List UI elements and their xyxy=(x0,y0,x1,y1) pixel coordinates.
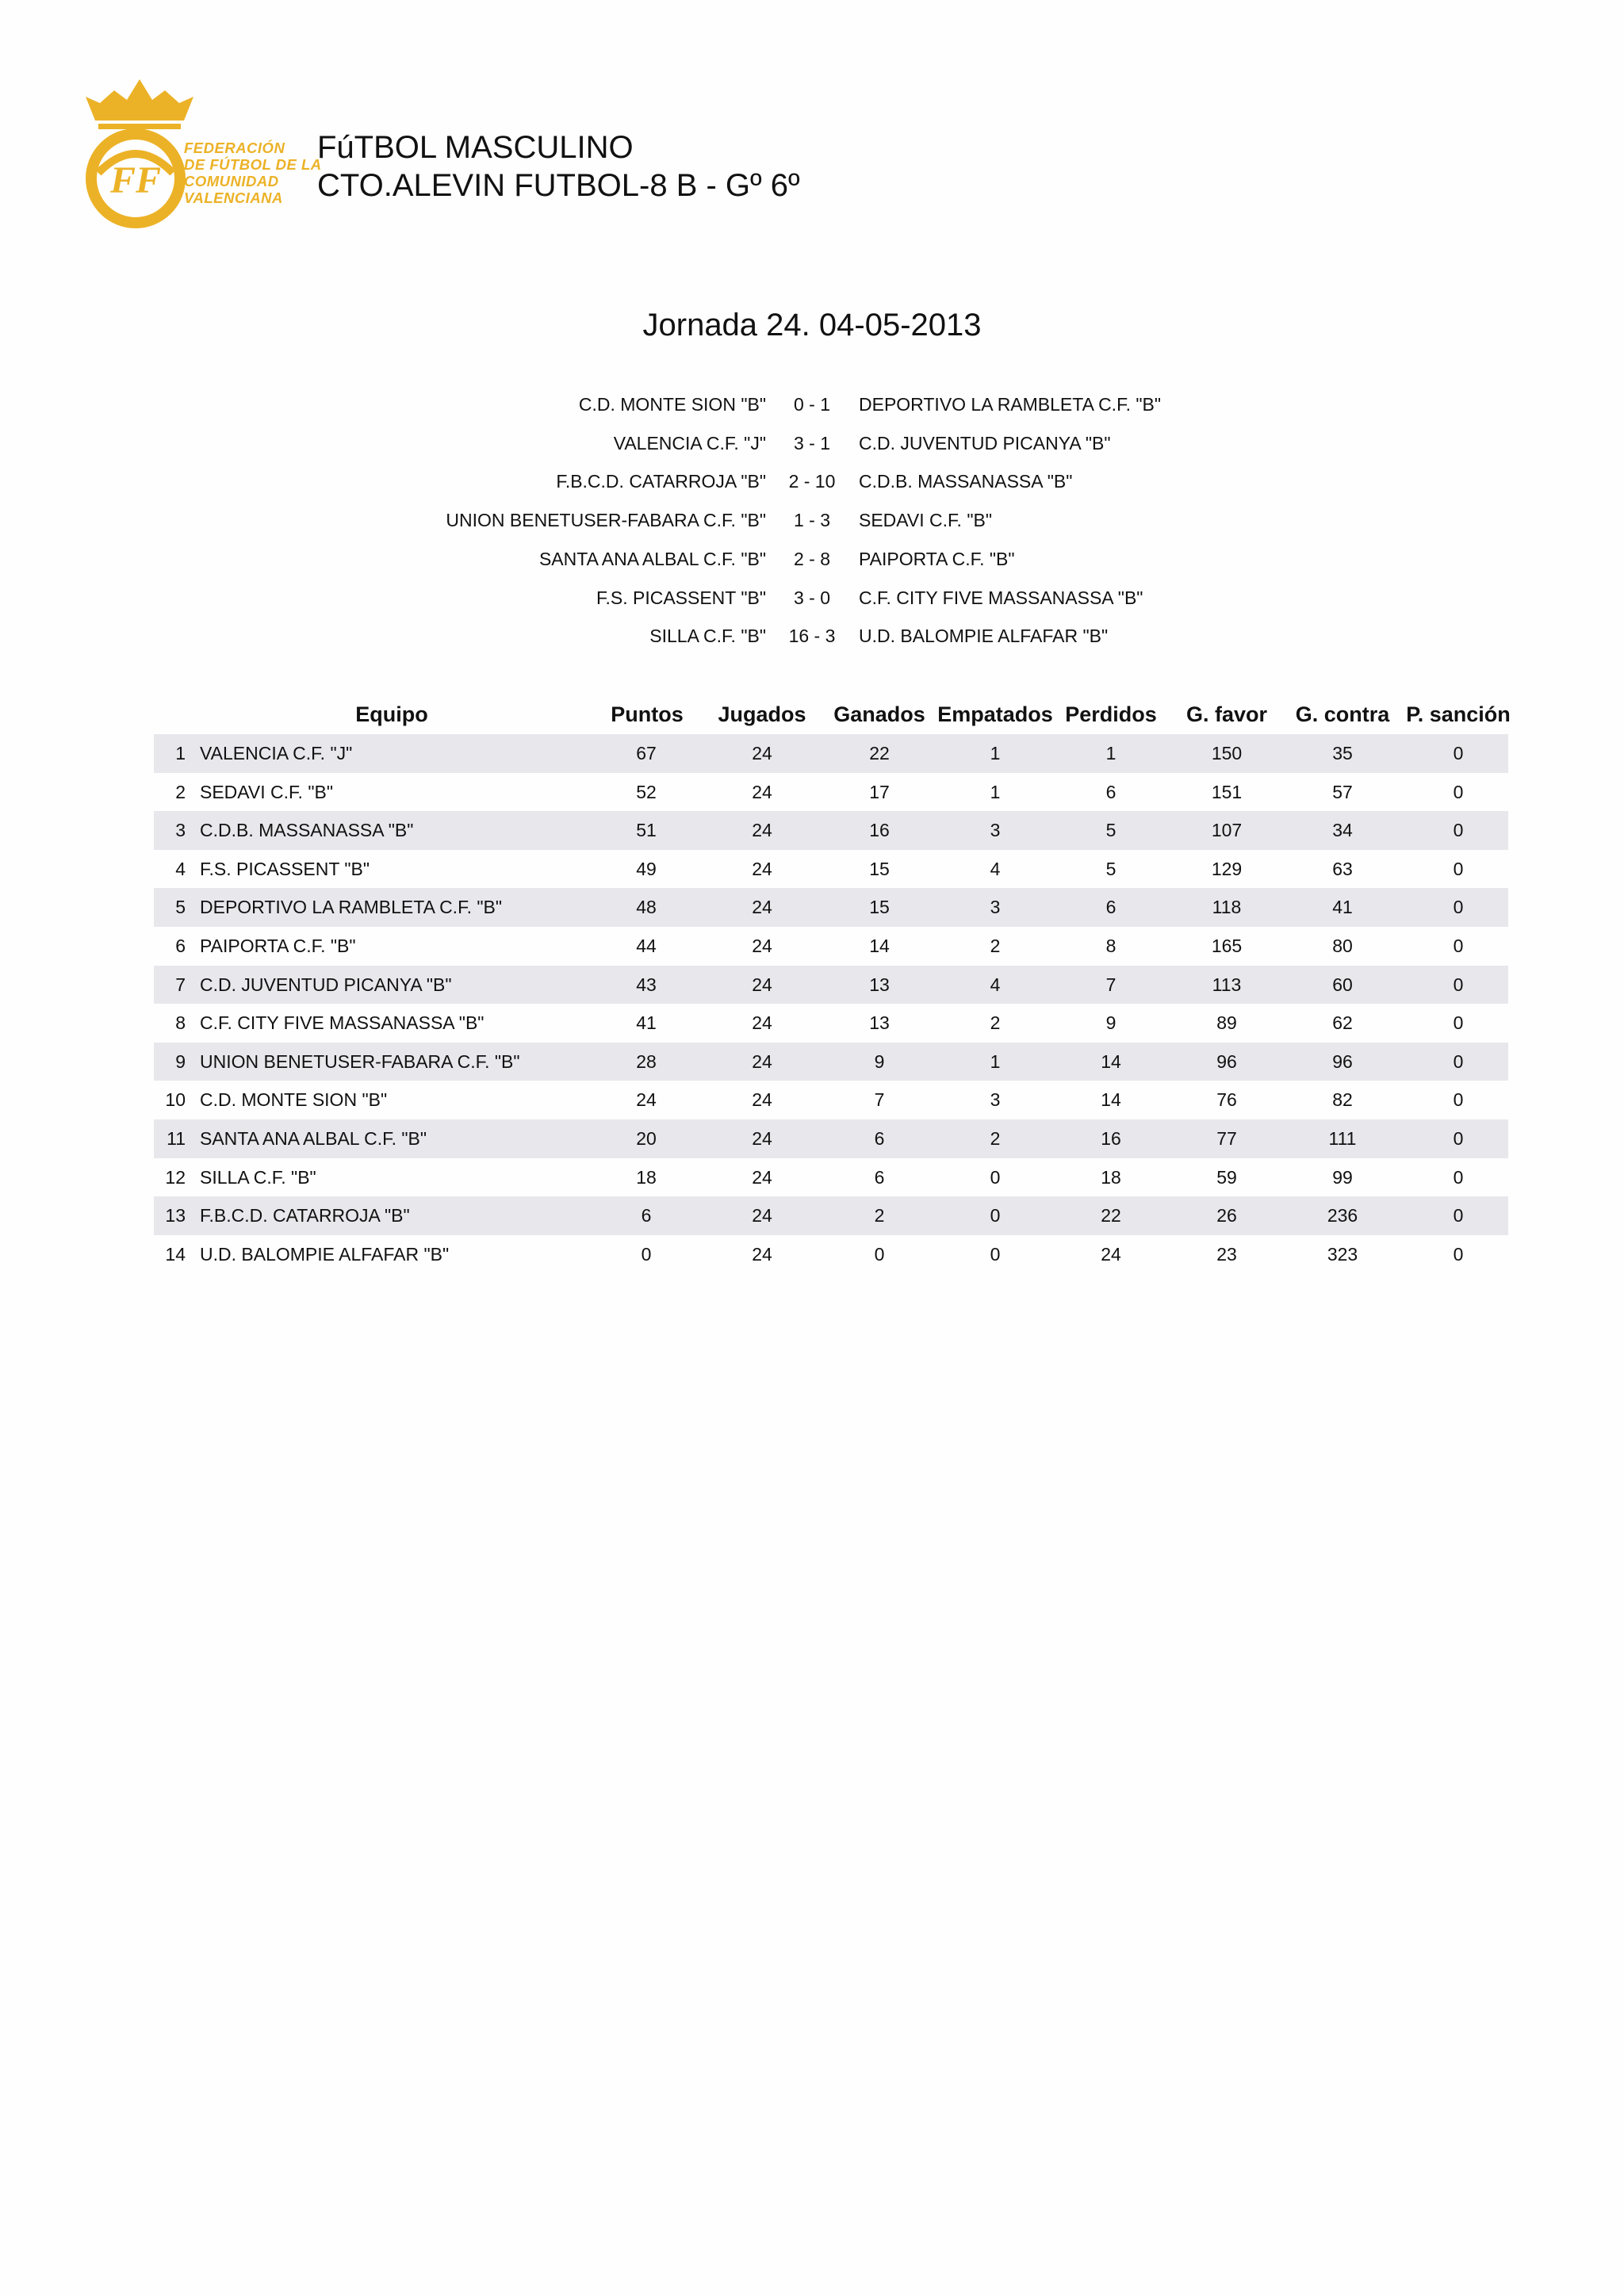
match-score: 3 - 1 xyxy=(793,432,831,453)
match-score: 2 - 8 xyxy=(793,548,831,569)
header-played: Jugados xyxy=(718,702,806,726)
cell-sanction: 0 xyxy=(1453,820,1464,841)
cell-played: 24 xyxy=(752,935,772,956)
header-team: Equipo xyxy=(355,702,428,726)
match-away-team: C.F. CITY FIVE MASSANASSA "B" xyxy=(859,587,1143,608)
cell-lost: 7 xyxy=(1105,974,1116,995)
cell-position: 9 xyxy=(175,1050,186,1072)
cell-goals-against: 63 xyxy=(1332,858,1353,879)
logo-text xyxy=(184,140,322,206)
match-home-team: UNION BENETUSER-FABARA C.F. "B" xyxy=(446,510,766,531)
cell-played: 24 xyxy=(752,1089,772,1111)
cell-sanction: 0 xyxy=(1453,897,1464,918)
table-row xyxy=(154,811,1508,850)
cell-won: 2 xyxy=(874,1205,885,1226)
cell-goals-for: 96 xyxy=(1216,1050,1237,1072)
table-row xyxy=(154,1196,1508,1235)
cell-won: 13 xyxy=(869,1012,890,1034)
table-row xyxy=(154,888,1508,927)
cell-points: 41 xyxy=(636,1012,657,1034)
match-home-team: F.S. PICASSENT "B" xyxy=(596,587,766,608)
cell-goals-for: 89 xyxy=(1216,1012,1237,1034)
cell-goals-against: 62 xyxy=(1332,1012,1353,1034)
cell-played: 24 xyxy=(752,1012,772,1034)
cell-goals-for: 77 xyxy=(1216,1127,1237,1149)
table-row xyxy=(154,1081,1508,1119)
cell-position: 5 xyxy=(175,897,186,918)
cell-sanction: 0 xyxy=(1453,1089,1464,1111)
cell-goals-for: 150 xyxy=(1211,743,1243,763)
cell-team-name: C.D. JUVENTUD PICANYA "B" xyxy=(200,974,452,995)
cell-sanction: 0 xyxy=(1453,1050,1464,1072)
cell-points: 43 xyxy=(636,974,657,995)
cell-team-name: C.D. MONTE SION "B" xyxy=(200,1089,388,1111)
cell-goals-for: 165 xyxy=(1211,935,1243,956)
cell-points: 44 xyxy=(636,935,657,956)
cell-position: 13 xyxy=(165,1205,186,1226)
cell-sanction: 0 xyxy=(1453,1127,1464,1149)
cell-team-name: SILLA C.F. "B" xyxy=(200,1166,316,1188)
cell-team-name: SEDAVI C.F. "B" xyxy=(200,781,333,802)
cell-drawn: 0 xyxy=(990,1166,1001,1188)
header-goals-for: G. favor xyxy=(1185,702,1268,726)
cell-goals-against: 236 xyxy=(1327,1205,1358,1226)
cell-goals-for: 151 xyxy=(1211,781,1243,802)
cell-goals-against: 35 xyxy=(1332,743,1353,763)
logo-line: VALENCIANA xyxy=(184,189,283,206)
header-lost: Perdidos xyxy=(1065,702,1157,726)
match-away-team: C.D. JUVENTUD PICANYA "B" xyxy=(859,432,1111,453)
match-home-team: C.D. MONTE SION "B" xyxy=(578,394,766,415)
header-drawn: Empatados xyxy=(937,702,1053,726)
cell-points: 49 xyxy=(636,858,657,879)
cell-goals-for: 59 xyxy=(1216,1166,1237,1188)
cell-points: 51 xyxy=(636,820,657,841)
cell-lost: 6 xyxy=(1105,781,1116,802)
match-away-team: SEDAVI C.F. "B" xyxy=(859,510,992,531)
crown-icon xyxy=(86,79,193,129)
cell-won: 15 xyxy=(869,897,890,918)
match-score: 0 - 1 xyxy=(793,394,831,415)
cell-position: 8 xyxy=(175,1012,186,1034)
table-row xyxy=(154,850,1508,889)
cell-position: 7 xyxy=(175,974,186,995)
cell-goals-against: 34 xyxy=(1332,820,1353,841)
cell-sanction: 0 xyxy=(1453,1243,1464,1265)
standings-body xyxy=(154,734,1508,1273)
match-row xyxy=(0,501,1624,539)
logo-line: COMUNIDAD xyxy=(184,173,279,189)
cell-sanction: 0 xyxy=(1453,743,1464,763)
logo-line: DE FÚTBOL DE LA xyxy=(184,156,322,173)
table-row xyxy=(154,734,1508,773)
cell-lost: 1 xyxy=(1105,743,1116,763)
cell-lost: 8 xyxy=(1105,935,1116,956)
table-row xyxy=(154,1119,1508,1158)
document-title: FúTBOL MASCULINO xyxy=(317,130,634,165)
cell-team-name: C.F. CITY FIVE MASSANASSA "B" xyxy=(200,1012,485,1034)
cell-lost: 14 xyxy=(1101,1050,1121,1072)
cell-drawn: 2 xyxy=(990,1127,1001,1149)
cell-position: 14 xyxy=(165,1243,186,1265)
standings-table xyxy=(154,695,1511,1273)
cell-played: 24 xyxy=(752,1243,772,1265)
table-row xyxy=(154,1158,1508,1197)
cell-points: 48 xyxy=(636,897,657,918)
cell-played: 24 xyxy=(752,1205,772,1226)
match-away-team: DEPORTIVO LA RAMBLETA C.F. "B" xyxy=(859,394,1162,415)
match-row xyxy=(0,385,1624,423)
header-points: Puntos xyxy=(611,702,684,726)
cell-position: 11 xyxy=(167,1127,186,1149)
match-away-team: U.D. BALOMPIE ALFAFAR "B" xyxy=(859,626,1109,647)
cell-won: 17 xyxy=(869,781,890,802)
competition-name: CTO.ALEVIN FUTBOL-8 B - Gº 6º xyxy=(317,168,800,203)
cell-won: 6 xyxy=(874,1127,885,1149)
cell-goals-against: 80 xyxy=(1332,935,1353,956)
cell-lost: 24 xyxy=(1101,1243,1121,1265)
standings-header xyxy=(154,695,1511,734)
cell-drawn: 2 xyxy=(990,1012,1001,1034)
cell-won: 0 xyxy=(874,1243,885,1265)
match-home-team: F.B.C.D. CATARROJA "B" xyxy=(556,471,766,492)
cell-played: 24 xyxy=(752,1127,772,1149)
logo-line: FEDERACIÓN xyxy=(184,140,285,156)
cell-drawn: 3 xyxy=(990,897,1001,918)
cell-won: 13 xyxy=(869,974,890,995)
header-sanction: P. sanción xyxy=(1406,702,1511,726)
cell-position: 10 xyxy=(165,1089,186,1111)
table-row xyxy=(154,1004,1508,1043)
cell-points: 52 xyxy=(636,781,657,802)
cell-points: 24 xyxy=(636,1089,657,1111)
cell-goals-against: 82 xyxy=(1332,1089,1353,1111)
cell-played: 24 xyxy=(752,897,772,918)
cell-position: 4 xyxy=(175,858,186,879)
cell-lost: 6 xyxy=(1105,897,1116,918)
cell-team-name: F.S. PICASSENT "B" xyxy=(200,858,370,879)
match-row xyxy=(0,617,1624,655)
cell-team-name: SANTA ANA ALBAL C.F. "B" xyxy=(200,1127,427,1149)
cell-lost: 5 xyxy=(1105,820,1116,841)
cell-lost: 9 xyxy=(1105,1012,1116,1034)
cell-sanction: 0 xyxy=(1453,1205,1464,1226)
cell-goals-for: 113 xyxy=(1212,974,1242,995)
cell-won: 6 xyxy=(874,1166,885,1188)
cell-goals-against: 41 xyxy=(1332,897,1353,918)
cell-position: 2 xyxy=(175,781,186,802)
cell-drawn: 1 xyxy=(990,1050,1001,1072)
cell-goals-against: 111 xyxy=(1328,1127,1357,1149)
round-title: Jornada 24. 04-05-2013 xyxy=(642,308,982,342)
cell-lost: 16 xyxy=(1101,1127,1121,1149)
cell-goals-for: 118 xyxy=(1212,897,1242,918)
cell-won: 22 xyxy=(869,743,890,763)
cell-played: 24 xyxy=(752,858,772,879)
cell-team-name: U.D. BALOMPIE ALFAFAR "B" xyxy=(200,1243,450,1265)
cell-points: 0 xyxy=(641,1243,652,1265)
cell-team-name: PAIPORTA C.F. "B" xyxy=(200,935,356,956)
cell-drawn: 3 xyxy=(990,820,1001,841)
header-won: Ganados xyxy=(833,702,925,726)
cell-sanction: 0 xyxy=(1453,974,1464,995)
cell-drawn: 1 xyxy=(990,781,1001,802)
match-home-team: VALENCIA C.F. "J" xyxy=(613,432,766,453)
table-row xyxy=(154,1235,1508,1274)
cell-lost: 18 xyxy=(1101,1166,1121,1188)
cell-goals-for: 76 xyxy=(1216,1089,1237,1111)
cell-drawn: 4 xyxy=(990,974,1001,995)
table-row xyxy=(154,773,1508,812)
match-away-team: C.D.B. MASSANASSA "B" xyxy=(859,471,1073,492)
header-goals-against: G. contra xyxy=(1295,702,1390,726)
match-away-team: PAIPORTA C.F. "B" xyxy=(859,548,1015,569)
table-row xyxy=(154,927,1508,966)
cell-drawn: 1 xyxy=(990,743,1001,763)
cell-goals-against: 96 xyxy=(1332,1050,1353,1072)
cell-goals-against: 323 xyxy=(1327,1243,1358,1265)
table-row xyxy=(154,1043,1508,1081)
cell-team-name: F.B.C.D. CATARROJA "B" xyxy=(200,1205,410,1226)
cell-points: 20 xyxy=(636,1127,657,1149)
cell-played: 24 xyxy=(752,820,772,841)
match-row xyxy=(0,462,1624,500)
cell-lost: 14 xyxy=(1101,1089,1121,1111)
cell-goals-against: 99 xyxy=(1332,1166,1353,1188)
cell-goals-for: 26 xyxy=(1216,1205,1237,1226)
cell-won: 9 xyxy=(874,1050,885,1072)
cell-won: 14 xyxy=(869,935,890,956)
cell-won: 16 xyxy=(869,820,890,841)
emblem-monogram: FF xyxy=(109,159,162,201)
cell-points: 18 xyxy=(636,1166,657,1188)
match-score: 16 - 3 xyxy=(788,626,836,647)
cell-played: 24 xyxy=(752,781,772,802)
match-home-team: SANTA ANA ALBAL C.F. "B" xyxy=(538,548,766,569)
cell-played: 24 xyxy=(752,974,772,995)
cell-goals-for: 107 xyxy=(1211,820,1243,841)
cell-played: 24 xyxy=(752,1166,772,1188)
cell-won: 15 xyxy=(869,858,890,879)
match-row xyxy=(0,579,1624,617)
cell-won: 7 xyxy=(874,1089,885,1111)
match-score: 2 - 10 xyxy=(788,471,836,492)
cell-points: 28 xyxy=(636,1050,657,1072)
match-row xyxy=(0,424,1624,462)
cell-drawn: 0 xyxy=(990,1205,1001,1226)
match-row xyxy=(0,540,1624,578)
cell-sanction: 0 xyxy=(1453,858,1464,879)
cell-goals-against: 60 xyxy=(1332,974,1353,995)
cell-drawn: 2 xyxy=(990,935,1001,956)
cell-sanction: 0 xyxy=(1453,781,1464,802)
cell-drawn: 3 xyxy=(990,1089,1001,1111)
cell-position: 1 xyxy=(175,743,186,763)
cell-team-name: C.D.B. MASSANASSA "B" xyxy=(200,820,414,841)
cell-team-name: UNION BENETUSER-FABARA C.F. "B" xyxy=(200,1050,520,1072)
cell-sanction: 0 xyxy=(1453,1012,1464,1034)
cell-drawn: 0 xyxy=(990,1243,1001,1265)
cell-played: 24 xyxy=(752,743,772,763)
cell-team-name: VALENCIA C.F. "J" xyxy=(200,743,353,763)
cell-points: 6 xyxy=(641,1205,652,1226)
cell-position: 3 xyxy=(175,820,186,841)
cell-position: 6 xyxy=(175,935,186,956)
cell-position: 12 xyxy=(165,1166,186,1188)
cell-lost: 5 xyxy=(1105,858,1116,879)
cell-sanction: 0 xyxy=(1453,1166,1464,1188)
cell-sanction: 0 xyxy=(1453,935,1464,956)
table-row xyxy=(154,966,1508,1004)
cell-points: 67 xyxy=(636,743,657,763)
cell-goals-for: 23 xyxy=(1216,1243,1237,1265)
cell-goals-for: 129 xyxy=(1211,858,1243,879)
cell-goals-against: 57 xyxy=(1332,781,1353,802)
cell-team-name: DEPORTIVO LA RAMBLETA C.F. "B" xyxy=(200,897,503,918)
match-home-team: SILLA C.F. "B" xyxy=(649,626,766,647)
match-score: 3 - 0 xyxy=(793,587,831,608)
cell-lost: 22 xyxy=(1101,1205,1121,1226)
match-score: 1 - 3 xyxy=(793,510,831,531)
cell-played: 24 xyxy=(752,1050,772,1072)
cell-drawn: 4 xyxy=(990,858,1001,879)
